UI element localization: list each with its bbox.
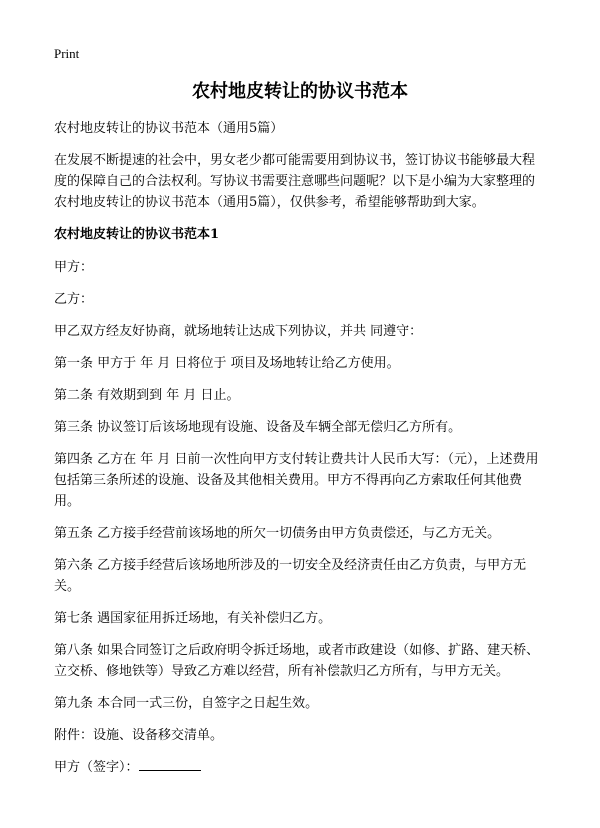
signature-blank bbox=[139, 758, 201, 771]
document-title: 农村地皮转让的协议书范本 bbox=[192, 81, 408, 102]
article-1: 第一条 甲方于 年 月 日将位于 项目及场地转让给乙方使用。 bbox=[54, 356, 400, 371]
section-heading: 农村地皮转让的协议书范本1 bbox=[54, 227, 220, 242]
article-3: 第三条 协议签订后该场地现有设施、设备及车辆全部无偿归乙方所有。 bbox=[54, 420, 462, 435]
document-body bbox=[54, 150, 546, 789]
party-a-line: 甲方： bbox=[54, 260, 94, 275]
intro-paragraph: 在发展不断提速的社会中，男女老少都可能需要用到协议书，签订协议书能够最大程度的保障自己的合法权利。写协议书需要注意哪些问题呢？以下是小编为大家整理的农村地皮转让的协议书范本（通用5篇），仅供参考，希望能够帮助到大家。 bbox=[54, 153, 536, 210]
article-6: 第六条 乙方接手经营后该场地所涉及的一切安全及经济责任由乙方负责，与甲方无关。 bbox=[54, 558, 527, 594]
signature-row bbox=[54, 757, 546, 778]
print-link[interactable]: Print bbox=[54, 46, 80, 61]
document-subtitle: 农村地皮转让的协议书范本（通用5篇） bbox=[54, 121, 284, 136]
article-2: 第二条 有效期到到 年 月 日止。 bbox=[54, 388, 240, 403]
article-4: 第四条 乙方在 年 月 日前一次性向甲方支付转让费共计人民币大写：（元），上述费用包括第三条所述的设施、设备及其他相关费用。甲方不得再向乙方索取任何其他费用。 bbox=[54, 452, 539, 509]
preamble-paragraph: 甲乙双方经友好协商，就场地转让达成下列协议，并共 同遵守： bbox=[54, 324, 423, 339]
article-7: 第七条 遇国家征用拆迁场地，有关补偿归乙方。 bbox=[54, 611, 332, 626]
attachment-line: 附件：设施、设备移交清单。 bbox=[54, 728, 224, 743]
party-b-line: 乙方： bbox=[54, 292, 94, 307]
signature-label: 甲方（签字）： bbox=[54, 760, 139, 775]
article-9: 第九条 本合同一式三份，自签字之日起生效。 bbox=[54, 696, 319, 711]
article-5: 第五条 乙方接手经营前该场地的所欠一切债务由甲方负责偿还，与乙方无关。 bbox=[54, 526, 501, 541]
article-8: 第八条 如果合同签订之后政府明令拆迁场地，或者市政建设（如修、扩路、建天桥、立交桥、修地铁等）导致乙方难以经营，所有补偿款归乙方所有，与甲方无关。 bbox=[54, 643, 540, 679]
